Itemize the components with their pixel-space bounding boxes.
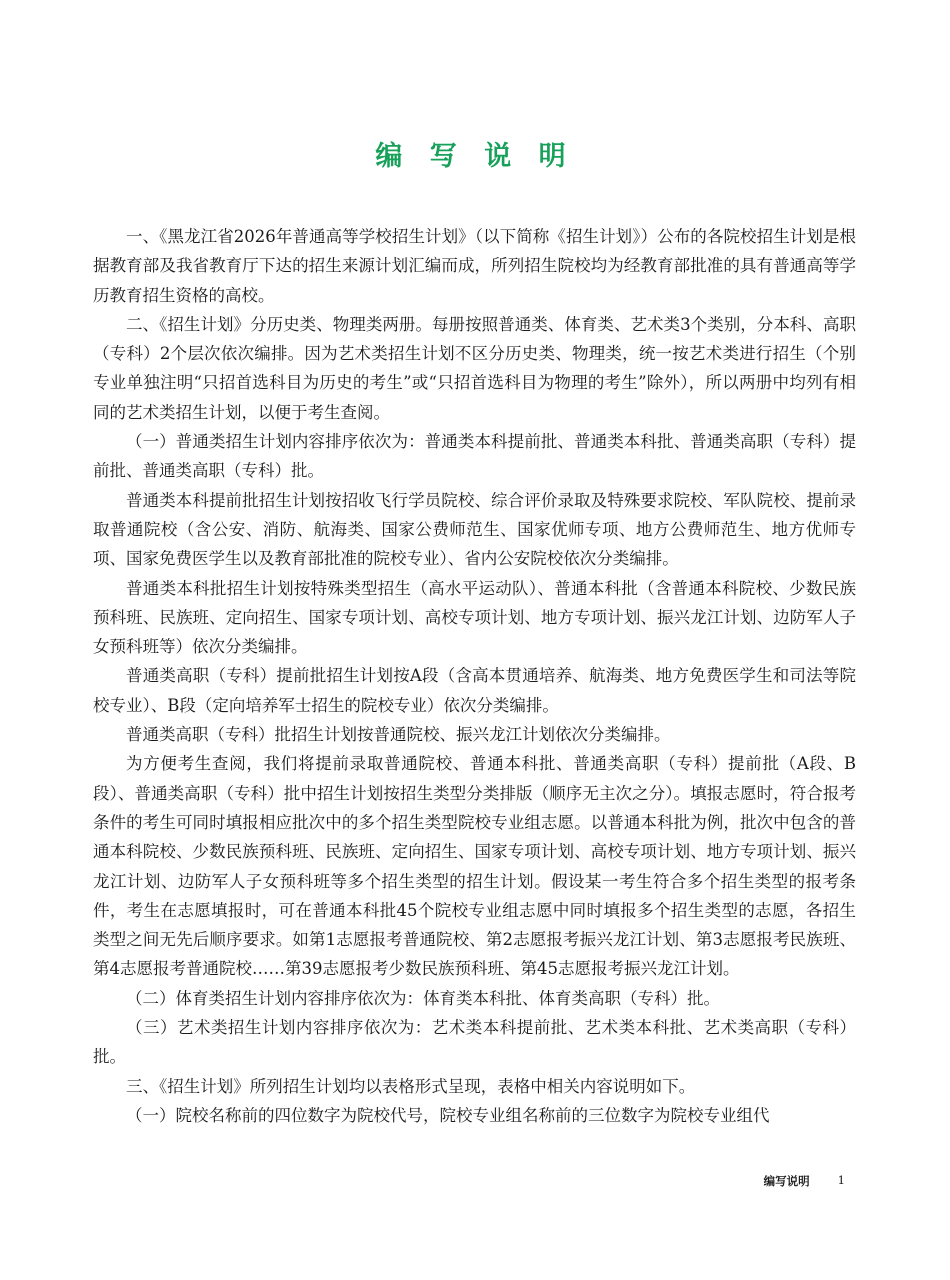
paragraph-7: 普通类高职（专科）批招生计划按普通院校、振兴龙江计划依次分类编排。 bbox=[126, 725, 671, 745]
page-title: 编 写 说 明 bbox=[375, 141, 575, 172]
document-body bbox=[93, 222, 856, 1130]
paragraph-2: 二、《招生计划》分历史类、物理类两册。每册按照普通类、体育类、艺术类3个类别，分本科、高职（专科）2个层次依次编排。因为艺术类招生计划不区分历史类、物理类，统一按艺术类进行招生（个别专业单独注明“只招首选科目为历史的考生”或“只招首选科目为物理的考生”除外），所以两册中均列有相同的艺术类招生计划，以便于考生查阅。 bbox=[93, 314, 856, 422]
paragraph-5: 普通类本科批招生计划按特殊类型招生（高水平运动队）、普通本科批（含普通本科院校、少数民族预科班、民族班、定向招生、国家专项计划、高校专项计划、地方专项计划、振兴龙江计划、边防军人子女预科班等）依次分类编排。 bbox=[93, 578, 856, 657]
paragraph-1: 一、《黑龙江省2026年普通高等学校招生计划》（以下简称《招生计划》）公布的各院校招生计划是根据教育部及我省教育厅下达的招生来源计划汇编而成，所列招生院校均为经教育部批准的具有普通高等学历教育招生资格的高校。 bbox=[93, 227, 856, 305]
paragraph-4: 普通类本科提前批招生计划按招收飞行学员院校、综合评价录取及特殊要求院校、军队院校、提前录取普通院校（含公安、消防、航海类、国家公费师范生、国家优师专项、地方公费师范生、地方优师专项、国家免费医学生以及教育部批准的院校专业）、省内公安院校依次分类编排。 bbox=[93, 490, 856, 569]
page-number: 1 bbox=[837, 1173, 845, 1187]
paragraph-8: 为方便考生查阅，我们将提前录取普通院校、普通本科批、普通类高职（专科）提前批（A段、B段）、普通类高职（专科）批中招生计划按招生类型分类排版（顺序无主次之分）。填报志愿时，符合报考条件的考生可同时填报相应批次中的多个招生类型院校专业组志愿。以普通本科批为例，批次中包含的普通本科院校、少数民族预科班、民族班、定向招生、国家专项计划、高校专项计划、地方专项计划、振兴龙江计划、边防军人子女预科班等多个招生类型的招生计划。假设某一考生符合多个招生类型的报考条件，考生在志愿填报时，可在普通本科批45个院校专业组志愿中同时填报多个招生类型的志愿，各招生类型之间无先后顺序要求。如第1志愿报考普通院校、第2志愿报考振兴龙江计划、第3志愿报考民族班、第4志愿报考普通院校……第39志愿报考少数民族预科班、第45志愿报考振兴龙江计划。 bbox=[93, 754, 856, 979]
paragraph-9: （二）体育类招生计划内容排序依次为：体育类本科批、体育类高职（专科）批。 bbox=[126, 988, 720, 1008]
page-footer bbox=[764, 1173, 845, 1189]
paragraph-12: （一）院校名称前的四位数字为院校代号，院校专业组名称前的三位数字为院校专业组代 bbox=[126, 1105, 770, 1125]
paragraph-3: （一）普通类招生计划内容排序依次为：普通类本科提前批、普通类本科批、普通类高职（专科）提前批、普通类高职（专科）批。 bbox=[93, 432, 856, 481]
paragraph-10: （三）艺术类招生计划内容排序依次为：艺术类本科提前批、艺术类本科批、艺术类高职（专科）批。 bbox=[93, 1018, 856, 1067]
paragraph-11: 三、《招生计划》所列招生计划均以表格形式呈现，表格中相关内容说明如下。 bbox=[126, 1076, 696, 1096]
paragraph-6: 普通类高职（专科）提前批招生计划按A段（含高本贯通培养、航海类、地方免费医学生和司法等院校专业）、B段（定向培养军士招生的院校专业）依次分类编排。 bbox=[93, 666, 856, 715]
footer-section-label: 编写说明 bbox=[763, 1174, 810, 1188]
